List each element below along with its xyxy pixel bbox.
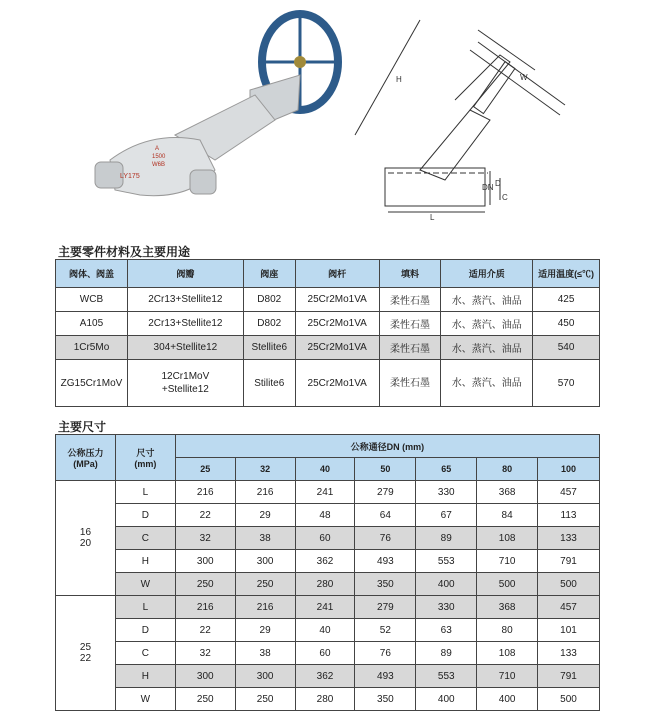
- table-cell: 柔性石墨: [379, 312, 441, 336]
- table-cell: 450: [533, 312, 600, 336]
- table-cell: 2Cr13+Stellite12: [127, 312, 243, 336]
- table-cell: 60: [295, 642, 355, 665]
- table-cell: 280: [295, 688, 355, 711]
- size-label-cell: C: [115, 642, 175, 665]
- table-row: [56, 688, 600, 711]
- table-row: [56, 642, 600, 665]
- table-cell: 40: [295, 619, 355, 642]
- table-cell: 400: [416, 688, 477, 711]
- table-cell: 300: [235, 550, 295, 573]
- table-cell: 710: [477, 665, 538, 688]
- table-cell: 540: [533, 336, 600, 360]
- table-cell: 350: [355, 573, 416, 596]
- body-mark: A: [155, 146, 160, 152]
- table-row: [56, 550, 600, 573]
- table-cell: 108: [477, 527, 538, 550]
- size-label-cell: D: [115, 619, 175, 642]
- table-cell: 89: [416, 642, 477, 665]
- dim-label-c: C: [502, 193, 508, 202]
- table-cell: 76: [355, 527, 416, 550]
- table-cell: 493: [355, 665, 416, 688]
- table-cell: 300: [175, 550, 235, 573]
- table-cell: 25Cr2Mo1VA: [295, 336, 379, 360]
- table-row: [56, 481, 600, 504]
- table-cell: 362: [295, 665, 355, 688]
- table-cell: 水、蒸汽、油品: [441, 312, 533, 336]
- table-cell: 250: [175, 688, 235, 711]
- table-cell: 279: [355, 481, 416, 504]
- size-label-cell: D: [115, 504, 175, 527]
- table-cell: 241: [295, 596, 355, 619]
- table-cell: 241: [295, 481, 355, 504]
- table-cell: 330: [416, 481, 477, 504]
- body-mark: 1500: [152, 154, 166, 160]
- table-row: [56, 665, 600, 688]
- table-cell: 48: [295, 504, 355, 527]
- pressure-cell: 25 22: [56, 596, 116, 711]
- table-cell: 216: [175, 596, 235, 619]
- table-cell: 64: [355, 504, 416, 527]
- table-cell: 12Cr1MoV +Stellite12: [127, 360, 243, 407]
- table-cell: 362: [295, 550, 355, 573]
- table-row: [56, 619, 600, 642]
- table-cell: 80: [477, 619, 538, 642]
- table-cell: 柔性石墨: [379, 360, 441, 407]
- table-row: [56, 504, 600, 527]
- table-cell: 水、蒸汽、油品: [441, 336, 533, 360]
- table-header-cell: 填料: [379, 260, 441, 288]
- table-cell: 84: [477, 504, 538, 527]
- table-cell: 32: [175, 527, 235, 550]
- dimensions-table: [55, 434, 600, 711]
- table-cell: 350: [355, 688, 416, 711]
- table-cell: 25Cr2Mo1VA: [295, 360, 379, 407]
- table-cell: 2Cr13+Stellite12: [127, 288, 243, 312]
- table-cell: 457: [538, 481, 600, 504]
- table-cell: 791: [538, 665, 600, 688]
- table-row: [56, 573, 600, 596]
- table-cell: 63: [416, 619, 477, 642]
- dimensions-title: 主要尺寸: [58, 420, 107, 434]
- table-cell: 38: [235, 527, 295, 550]
- dn-header-cell: 50: [355, 458, 416, 481]
- dim-label-w: W: [520, 73, 528, 82]
- dim-label-dn: DN: [482, 183, 494, 192]
- size-label-cell: W: [115, 688, 175, 711]
- table-cell: 250: [175, 573, 235, 596]
- dim-label-l: L: [430, 213, 435, 222]
- dn-header-cell: 25: [175, 458, 235, 481]
- materials-title: 主要零件材料及主要用途: [58, 245, 191, 259]
- table-cell: 89: [416, 527, 477, 550]
- materials-table: [55, 259, 600, 407]
- table-cell: 570: [533, 360, 600, 407]
- table-row: [56, 336, 600, 360]
- table-cell: Stellite6: [243, 336, 295, 360]
- size-label-cell: H: [115, 665, 175, 688]
- body-mark: LY175: [120, 173, 140, 180]
- table-header-cell: 阀体、阀盖: [56, 260, 128, 288]
- table-cell: 400: [477, 688, 538, 711]
- table-header-cell: 适用介质: [441, 260, 533, 288]
- table-cell: 216: [175, 481, 235, 504]
- table-cell: 29: [235, 619, 295, 642]
- table-cell: 32: [175, 642, 235, 665]
- table-cell: WCB: [56, 288, 128, 312]
- table-cell: 791: [538, 550, 600, 573]
- table-cell: 25Cr2Mo1VA: [295, 288, 379, 312]
- table-cell: 279: [355, 596, 416, 619]
- header-pressure: 公称压力 (MPa): [56, 435, 116, 481]
- size-label-cell: W: [115, 573, 175, 596]
- table-cell: 304+Stellite12: [127, 336, 243, 360]
- header-size: 尺寸 (mm): [115, 435, 175, 481]
- size-label-cell: C: [115, 527, 175, 550]
- table-cell: 67: [416, 504, 477, 527]
- table-cell: 柔性石墨: [379, 288, 441, 312]
- table-cell: 300: [235, 665, 295, 688]
- table-cell: 457: [538, 596, 600, 619]
- table-cell: D802: [243, 312, 295, 336]
- table-cell: 1Cr5Mo: [56, 336, 128, 360]
- table-row: [56, 288, 600, 312]
- size-label-cell: L: [115, 481, 175, 504]
- table-cell: 38: [235, 642, 295, 665]
- table-cell: 60: [295, 527, 355, 550]
- valve-photo: [95, 14, 338, 196]
- table-header-cell: 阀座: [243, 260, 295, 288]
- table-cell: 133: [538, 527, 600, 550]
- table-cell: 300: [175, 665, 235, 688]
- table-cell: 368: [477, 481, 538, 504]
- table-cell: 280: [295, 573, 355, 596]
- table-cell: 500: [477, 573, 538, 596]
- table-cell: 水、蒸汽、油品: [441, 288, 533, 312]
- table-cell: 133: [538, 642, 600, 665]
- dn-header-cell: 32: [235, 458, 295, 481]
- pressure-cell: 16 20: [56, 481, 116, 596]
- product-figure: [0, 0, 650, 240]
- table-cell: 710: [477, 550, 538, 573]
- table-row: [56, 527, 600, 550]
- valve-illustration: [0, 0, 650, 240]
- table-header-cell: 阀杆: [295, 260, 379, 288]
- table-row: [56, 312, 600, 336]
- dn-header-cell: 65: [416, 458, 477, 481]
- table-header-cell: 阀瓣: [127, 260, 243, 288]
- table-cell: A105: [56, 312, 128, 336]
- table-cell: 113: [538, 504, 600, 527]
- technical-drawing: [355, 20, 565, 212]
- table-cell: ZG15Cr1MoV: [56, 360, 128, 407]
- dim-label-h: H: [396, 75, 402, 84]
- table-row: [56, 596, 600, 619]
- table-cell: 400: [416, 573, 477, 596]
- table-cell: 22: [175, 504, 235, 527]
- dim-label-d: D: [495, 179, 501, 188]
- table-cell: 29: [235, 504, 295, 527]
- table-cell: 250: [235, 573, 295, 596]
- dn-header-cell: 40: [295, 458, 355, 481]
- table-cell: 52: [355, 619, 416, 642]
- table-cell: 500: [538, 688, 600, 711]
- table-cell: 330: [416, 596, 477, 619]
- table-cell: 553: [416, 550, 477, 573]
- table-header-cell: 适用温度(≤℃): [533, 260, 600, 288]
- table-cell: 108: [477, 642, 538, 665]
- table-cell: 500: [538, 573, 600, 596]
- table-cell: 柔性石墨: [379, 336, 441, 360]
- table-cell: Stilite6: [243, 360, 295, 407]
- table-cell: 493: [355, 550, 416, 573]
- table-cell: 216: [235, 481, 295, 504]
- size-label-cell: H: [115, 550, 175, 573]
- table-cell: 76: [355, 642, 416, 665]
- table-cell: 101: [538, 619, 600, 642]
- table-cell: 425: [533, 288, 600, 312]
- table-cell: 水、蒸汽、油品: [441, 360, 533, 407]
- body-mark: W6B: [152, 162, 166, 168]
- table-cell: 216: [235, 596, 295, 619]
- table-cell: 250: [235, 688, 295, 711]
- table-row: [56, 360, 600, 407]
- table-cell: 22: [175, 619, 235, 642]
- size-label-cell: L: [115, 596, 175, 619]
- dn-header-cell: 80: [477, 458, 538, 481]
- table-cell: 553: [416, 665, 477, 688]
- dn-header-cell: 100: [538, 458, 600, 481]
- table-cell: 368: [477, 596, 538, 619]
- table-cell: D802: [243, 288, 295, 312]
- table-cell: 25Cr2Mo1VA: [295, 312, 379, 336]
- header-dn: 公称通径DN (mm): [175, 435, 599, 458]
